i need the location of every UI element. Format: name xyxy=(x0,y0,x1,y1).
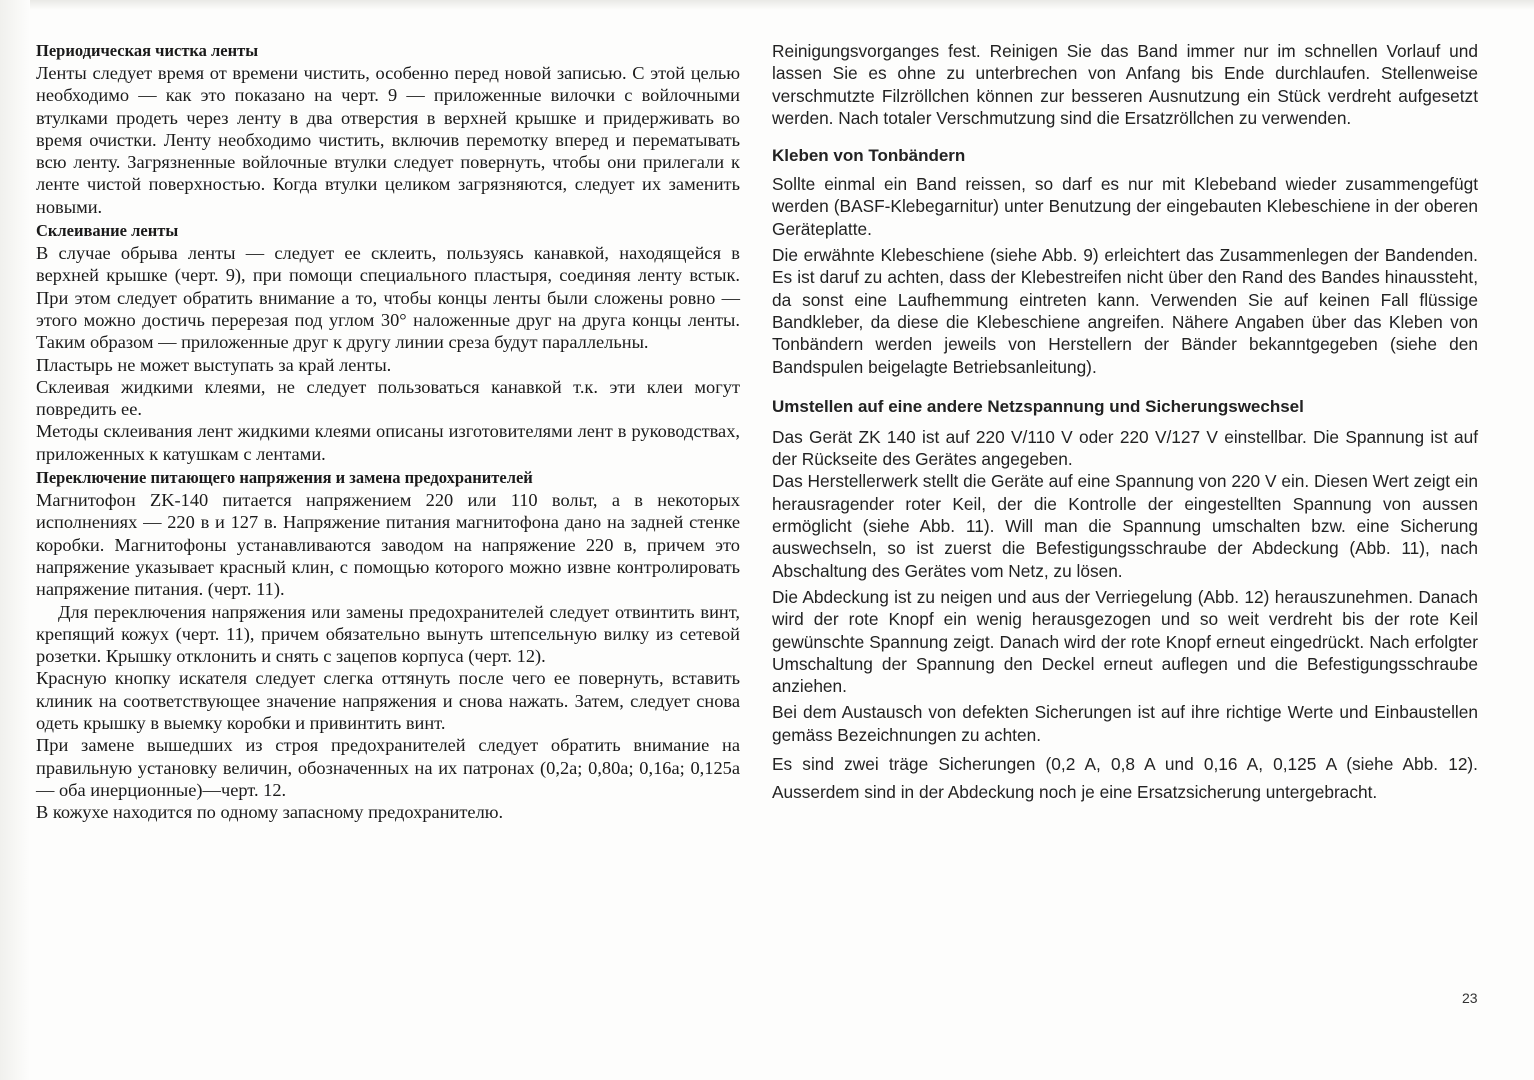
paragraph-cleaning-continued: Reinigungsvorganges fest. Reinigen Sie das Band immer nur im schnellen Vorlauf und lassen Sie es ohne zu unterbrechen von Anfang bis Ende durchlaufen. Stellenweise verschmutzte Filzröllchen können zur besseren Ausnutzung ein Stück verdreht aufgesetzt werden. Nach totaler Verschmutzung sind die Ersatzröllchen zu verwenden. xyxy=(772,41,1478,128)
paragraph-klebeschiene: Die erwähnte Klebeschiene (siehe Abb. 9) erleichtert das Zusammenlegen der Bandenden. Es ist daruf zu achten, dass der Klebestreifen nicht über den Rand des Bandes hinaussteht, da sonst eine Laufhemmung eintreten kann. Verwenden Sie auf keinen Fall flüssige Bandkleber, da diese die Klebeschiene angreifen. Nähere Angaben über das Kleben von Tonbändern werden jeweils von Herstellern der Bänder bekanntgegeben (siehe den Bandspulen beigelagte Betriebsanleitung). xyxy=(772,245,1478,377)
paragraph-liquid-glue: Склеивая жидкими клеями, не следует пользоваться канавкой т.к. эти клеи могут повредить ее. xyxy=(36,376,740,420)
paragraph-selector-knob: Красную кнопку искателя следует слегка оттянуть после чего ее повернуть, вставить клиник на соответствующее значение напряжения и снова нажать. Затем, следует снова одеть крышку в выемку коробки и привинтить винт. xyxy=(36,668,740,734)
paragraph-abdeckung: Die Abdeckung ist zu neigen und aus der Verriegelung (Abb. 12) herauszunehmen. Danach wird der rote Knopf ein wenig herausgezogen und so weit verdreht bis der rote Keil gewünschte Spannung zeigt. Danach wird der rote Knopf erneut eingedrückt. Nach erfolgter Umschaltung der Spannung den Deckel erneut auflegen und die Befestigungsschraube anziehen. xyxy=(772,586,1478,697)
paragraph-tape-edge: Пластырь не может выступать за край ленты. xyxy=(36,354,392,375)
heading-voltage-fuses: Переключение питающего напряжения и замена предохранителей xyxy=(36,468,533,488)
paragraph-supply-voltage: Магнитофон ZK-140 питается напряжением 220 или 110 вольт, а в некоторых исполнениях — 220 в и 127 в. Напряжение питания магнитофона дано на задней стенке коробки. Магнитофоны устанавливаются заводом на напряжение 220 в, причем это напряжение указывает красный клин, с помощью которого можно извне контролировать напряжение питания. (черт. 11). xyxy=(36,490,740,600)
paragraph-fuse-values: При замене вышедших из строя предохранителей следует обратить внимание на правильную установку величин, обозначенных на их патронах (0,2а; 0,80а; 0,16а; 0,125а — оба инерционные)—черт. 12. xyxy=(36,735,740,800)
heading-tape-splicing: Склеивание ленты xyxy=(36,221,179,241)
paragraph-glue-methods: Методы склеивания лент жидкими клеями описаны изготовителями лент в руководствах, приложенных к катушкам с лентами. xyxy=(36,421,740,464)
heading-tape-cleaning: Периодическая чистка ленты xyxy=(36,41,259,60)
paragraph-einstellbar: Das Gerät ZK 140 ist auf 220 V/110 V oder 220 V/127 V einstellbar. Die Spannung ist auf der Rückseite des Gerätes angegeben. xyxy=(772,426,1478,470)
heading-netzspannung: Umstellen auf eine andere Netzspannung und Sicherungswechsel xyxy=(772,396,1304,416)
heading-kleben: Kleben von Tonbändern xyxy=(772,146,966,166)
paragraph-spare-fuse: В кожухе находится по одному запасному предохранителю. xyxy=(36,802,504,823)
paragraph-splicing-method: В случае обрыва ленты — следует ее склеить, пользуясь канавкой, находящейся в верхней крышке (черт. 9), при помощи специального пластыря, соединяя ленту встык. При этом следует обратить внимание а то, чтобы концы ленты были сложены ровно — этого можно достичь перерезая под углом 30° наложенные друг на друга концы ленты. Таким образом — приложенные друг к другу линии среза будут параллельны. xyxy=(36,243,740,353)
paragraph-herstellerwerk: Das Herstellerwerk stellt die Geräte auf eine Spannung von 220 V ein. Diesen Wert zeigt ein herausragender roter Keil, der die Kontrolle der eingestellten Spannung von aussen ermöglicht (siehe Abb. 11). Will man die Spannung umschalten bzw. eine Sicherung auswechseln, so ist zuerst die Befestigungsschraube der Abdeckung (Abb. 11), nach Abschaltung des Gerätes vom Netz, zu lösen. xyxy=(772,471,1478,581)
russian-column xyxy=(36,40,740,824)
paragraph-austausch: Bei dem Austausch von defekten Sicherungen ist auf ihre richtige Werte und Einbaustellen gemäss Bezeichnungen zu achten. xyxy=(772,702,1478,745)
scan-left-shadow xyxy=(0,0,30,1080)
german-column xyxy=(772,40,1478,806)
paragraph-tape-cleaning: Ленты следует время от времени чистить, особенно перед новой записью. С этой целью необходимо — как это показано на черт. 9 — приложенные вилочки с войлочными втулками продеть через ленту в два отверстия в верхней крышке и придерживать во время очистки. Ленту необходимо чистить, включив перемотку вперед и перематывать всю ленту. Загрязненные войлочные втулки следует повернуть, чтобы они прилегали к ленте чистой поверхностью. Когда втулки целиком загрязняются, следует их заменить новыми. xyxy=(36,63,740,217)
page-number: 23 xyxy=(1462,990,1478,1006)
scan-top-shadow xyxy=(0,0,1534,10)
paragraph-sicherungen: Es sind zwei träge Sicherungen (0,2 A, 0,8 A und 0,16 A, 0,125 A (siehe Abb. 12). Ausserdem sind in der Abdeckung noch je eine Ersatzsicherung untergebracht. xyxy=(772,754,1478,803)
paragraph-klebeband: Sollte einmal ein Band reissen, so darf es nur mit Klebeband wieder zusammengefügt werden (BASF-Klebegarnitur) unter Benutzung der eingebauten Klebeschiene in der oberen Geräteplatte. xyxy=(772,174,1478,239)
paragraph-switching-steps: Для переключения напряжения или замены предохранителей следует отвинтить винт, крепящий кожух (черт. 11), причем обязательно вынуть штепсельную вилку из сетевой розетки. Крышку отклонить и снять с зацепов корпуса (черт. 12). xyxy=(36,601,740,667)
